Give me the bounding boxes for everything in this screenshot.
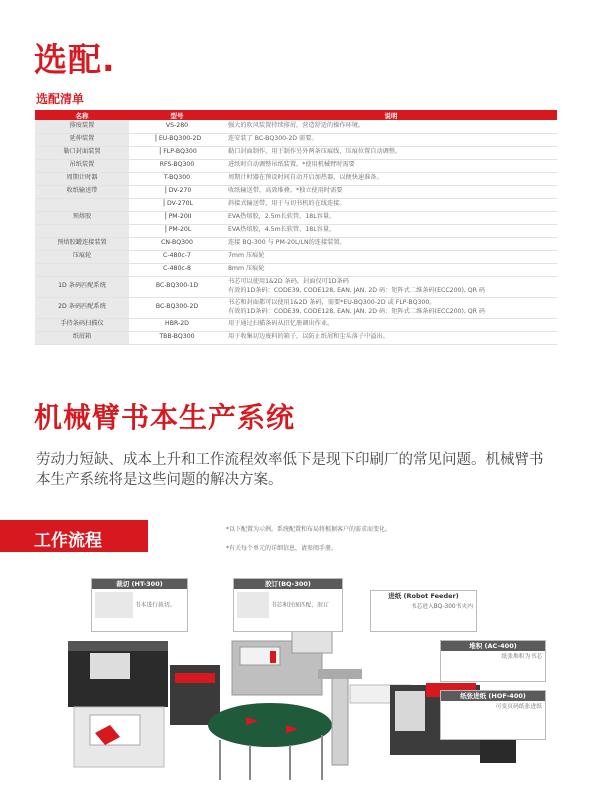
table-row — [35, 133, 557, 146]
table-row — [35, 198, 557, 211]
option-model — [129, 318, 225, 331]
option-desc-line: 斜接式输送带，用于与切书机的在线连接。 — [228, 200, 346, 208]
table-row — [35, 297, 557, 318]
callout-feed-text: 书芯进入BQ-300书夹内 — [410, 604, 473, 610]
option-model-text: BC-BQ300-1D — [155, 282, 199, 290]
callout-sheet — [440, 690, 546, 740]
option-desc-line: 书芯和封面都可以使用1&2D 条码，需要*EU-BQ300-2D 或 FLP-BQ300。 — [228, 299, 436, 306]
option-name — [35, 263, 129, 276]
group-bracket: ┃ — [163, 187, 168, 195]
group-bracket: ┃ — [153, 135, 158, 143]
table-row — [35, 224, 557, 237]
binder-machine — [232, 625, 332, 695]
option-desc — [225, 318, 557, 331]
option-desc — [225, 276, 557, 297]
options-list-title: 选配清单 — [36, 92, 85, 106]
option-desc-line: EVA热熔胶，2.5m长软管，18L容量。 — [228, 213, 336, 221]
option-name: 吊纸装置 — [35, 159, 129, 172]
callout-trim-text: 书本进行裁切。 — [134, 602, 176, 609]
center-press — [170, 665, 220, 725]
option-name: 周期计时器 — [35, 172, 129, 185]
option-desc — [225, 198, 557, 211]
option-name: 勒口封面装置 — [35, 146, 129, 159]
option-model — [129, 146, 225, 159]
trimmer-machine — [68, 641, 168, 767]
option-desc — [225, 224, 557, 237]
table-row — [35, 159, 557, 172]
option-model-text: RFS-BQ300 — [159, 161, 195, 169]
option-desc-line: 强大的吹风装置持续排屑，营造舒适的操作环境。 — [228, 122, 365, 129]
option-model-text: C-480c-8 — [163, 265, 191, 273]
workflow-title: 工作流程 — [34, 531, 102, 551]
table-row — [35, 318, 557, 331]
callout-trim — [91, 578, 188, 632]
option-model — [129, 133, 225, 146]
option-model — [129, 297, 225, 318]
system-title: 机械臂书本生产系统 — [34, 401, 296, 434]
option-name: 预熔胶罐连接装置 — [35, 237, 129, 250]
option-desc-line: 用于通过扫描条码从旧忆册调出作业。 — [228, 320, 334, 328]
option-desc — [225, 172, 557, 185]
header-model: 型号 — [129, 110, 225, 120]
option-name: 延伸装置 — [35, 133, 129, 146]
page-title: 选配. — [34, 40, 116, 79]
option-model-text: DV-270L — [166, 200, 193, 208]
table-row — [35, 185, 557, 198]
option-name: 1D 条码匹配系统 — [35, 276, 129, 297]
option-name — [35, 198, 129, 211]
group-bracket: ┃ — [163, 226, 168, 234]
option-desc — [225, 331, 557, 344]
option-model-text: DV-270 — [168, 187, 192, 195]
option-name: 排废装置 — [35, 120, 129, 133]
option-model — [129, 159, 225, 172]
callout-stack-title: 堆积 (AC-400) — [441, 641, 545, 651]
option-model-text: FLP-BQ300 — [163, 148, 197, 156]
option-model — [129, 263, 225, 276]
option-model — [129, 237, 225, 250]
callout-trim-title: 裁切 (HT-300) — [92, 579, 187, 589]
callout-stack — [440, 640, 546, 682]
option-desc-line: 连接 BQ-300 与 PM-20L/LN的连接装置。 — [228, 239, 346, 247]
option-name: 2D 条码匹配系统 — [35, 297, 129, 318]
option-desc-line: 收纸输送带，高效堆叠。*独立使用时需要 — [228, 187, 343, 195]
option-model-text: C-480c-7 — [163, 252, 191, 260]
option-desc-line: 勒口封面制作，用于制作另外两条压痕线，压痕位置自动调整。 — [228, 148, 402, 156]
option-model — [129, 185, 225, 198]
callout-sheet-text: 可变页码纸张进纸 — [495, 704, 542, 710]
option-desc — [225, 237, 557, 250]
options-table-body — [35, 120, 557, 344]
option-model-text: PM-20L — [168, 226, 192, 234]
table-row — [35, 211, 557, 224]
table-header-row — [35, 110, 557, 120]
table-row — [35, 331, 557, 344]
option-name: 预熔胶 — [35, 211, 129, 224]
table-row — [35, 263, 557, 276]
option-desc-line-2: 有效的1D条码：CODE39, CODE128, EAN, JAN. 2D 码：矩阵式二维条码(ECC200), QR 码 — [228, 286, 486, 294]
option-name: 手持条码扫描仪 — [35, 318, 129, 331]
option-model — [129, 211, 225, 224]
header-desc: 说明 — [225, 110, 557, 120]
callout-sheet-title: 纸张进纸 (HOF-400) — [441, 691, 545, 701]
option-model-text: BC-BQ300-2D — [155, 303, 199, 311]
table-row — [35, 146, 557, 159]
option-model-text: HBR-2D — [165, 320, 189, 328]
option-model — [129, 120, 225, 133]
conveyor — [208, 703, 332, 747]
option-desc-line: 连安装了 BC-BQ300-2D 需要。 — [228, 135, 318, 143]
option-desc — [225, 146, 557, 159]
table-row — [35, 276, 557, 297]
option-desc-line-2: 有效的1D条码：CODE39, CODE128, EAN, JAN. 2D 码：矩阵式二维条码(ECC200), QR 码 — [228, 307, 486, 315]
option-name: 压痕轮 — [35, 250, 129, 263]
callout-bind — [233, 578, 343, 632]
option-model-text: T-BQ300 — [163, 174, 191, 182]
option-desc-line: 进纸时自动调整吊纸装置。*使用机械臂时需要 — [228, 161, 355, 169]
option-desc — [225, 133, 557, 146]
option-model — [129, 172, 225, 185]
table-row — [35, 172, 557, 185]
header-name: 名称 — [35, 110, 129, 120]
option-model — [129, 276, 225, 297]
option-name: 纸屑箱 — [35, 331, 129, 344]
group-bracket: ┃ — [163, 213, 168, 221]
table-row — [35, 120, 557, 133]
option-desc — [225, 263, 557, 276]
option-desc-line: 7mm 压痕轮 — [228, 252, 265, 260]
option-model — [129, 198, 225, 211]
callout-feed — [370, 590, 477, 632]
callout-stack-text: 纸张堆积为书芯 — [501, 654, 542, 660]
group-bracket: ┃ — [162, 200, 166, 208]
option-model — [129, 224, 225, 237]
options-table — [35, 110, 557, 345]
workflow-note-2: *有关每个单元的详细信息，请参阅手册。 — [226, 545, 338, 552]
callout-bind-text: 书芯和封面匹配，胶订 — [270, 602, 329, 609]
option-desc — [225, 211, 557, 224]
option-model-text: CN-BQ300 — [161, 239, 193, 247]
table-row — [35, 250, 557, 263]
table-row — [35, 237, 557, 250]
option-model-text: VS-280 — [165, 122, 189, 129]
option-desc-line: 8mm 压痕轮 — [228, 265, 265, 273]
option-model-text: PM-20II — [168, 213, 192, 221]
option-desc — [225, 159, 557, 172]
group-bracket: ┃ — [158, 148, 163, 156]
option-desc — [225, 120, 557, 133]
option-model — [129, 250, 225, 263]
intro-paragraph: 劳动力短缺、成本上升和工作流程效率低下是现下印刷厂的常见问题。机械臂书本生产系统将是这些问题的解决方案。 — [36, 452, 544, 488]
option-desc — [225, 250, 557, 263]
option-desc-line: 周期计时器在预设时间自动开启加热器，以便快速准备。 — [228, 174, 383, 182]
option-desc-line: 书芯可以使用1&2D 条码，封面仅可1D条码 — [228, 278, 349, 285]
option-desc-line: 用于收集切边废料的箱子，以防止纸屑和尘头落子中溢出。 — [228, 333, 389, 341]
callout-bind-title: 胶订(BQ-300) — [234, 579, 342, 589]
option-desc-line: EVA热熔胶，4.5m长软管，18L容量。 — [228, 226, 336, 234]
option-name — [35, 224, 129, 237]
option-model-text: TBB-BQ300 — [159, 333, 195, 341]
option-name: 收纸输送带 — [35, 185, 129, 198]
option-desc — [225, 297, 557, 318]
callout-feed-title: 进纸 (Robot Feeder) — [371, 591, 476, 601]
option-model-text: EU-BQ300-2D — [158, 135, 202, 143]
option-desc — [225, 185, 557, 198]
option-model — [129, 331, 225, 344]
workflow-note-1: *以下配置为示例。系统配置和布局将根据客户的需求而变化。 — [226, 526, 392, 533]
